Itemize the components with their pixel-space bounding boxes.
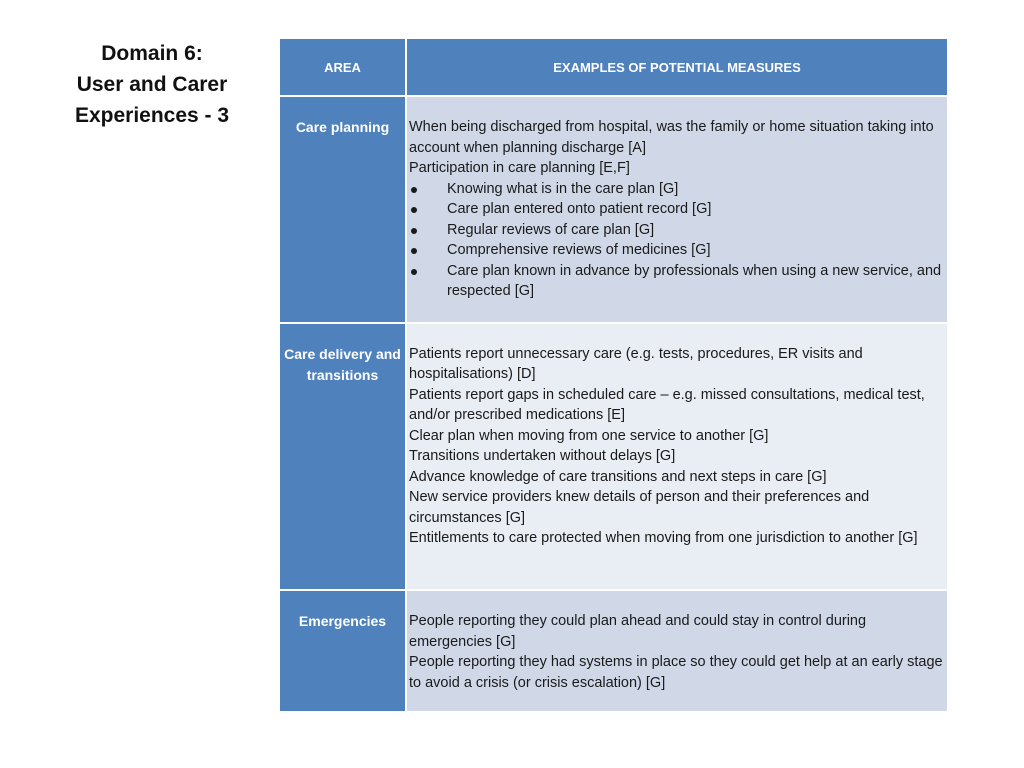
slide-title-line-1: Domain 6: — [101, 42, 203, 65]
measure-line: Clear plan when moving from one service to another [G] — [409, 427, 769, 444]
bullet-text: Regular reviews of care plan [G] — [447, 221, 655, 238]
slide-title-line-2: User and Carer — [76, 73, 228, 96]
measure-line: People reporting they had systems in place so they could get help at an early stage to avoid a crisis (or crisis escalation) [G] — [409, 654, 943, 691]
measure-line: Patients report gaps in scheduled care – e.g. missed consultations, medical test, and/or prescribed medications [E] — [409, 386, 925, 424]
bullet-text: Care plan known in advance by professionals when using a new service, and respected [G] — [447, 262, 942, 300]
measure-line: Transitions undertaken without delays [G] — [409, 448, 676, 465]
measures-cell-care-planning — [406, 96, 948, 322]
table-header-row — [279, 38, 948, 96]
area-cell-care-planning: Care planning — [279, 96, 406, 322]
measure-line: When being discharged from hospital, was the family or home situation taking into account when planning discharge [A] — [409, 119, 934, 156]
bullet-item — [409, 261, 947, 302]
measures-cell-emergencies — [406, 590, 948, 712]
measure-line: Participation in care planning [E,F] — [409, 160, 630, 177]
table-row-care-planning — [279, 96, 948, 322]
table-row-emergencies — [279, 590, 948, 712]
table-row-care-delivery — [279, 323, 948, 591]
bullet-dot-icon — [411, 248, 417, 254]
measure-line: Patients report unnecessary care (e.g. tests, procedures, ER visits and hospitalisations) [D] — [409, 345, 863, 383]
bullet-text: Comprehensive reviews of medicines [G] — [447, 242, 711, 259]
area-cell-care-delivery: Care delivery and transitions — [279, 323, 406, 591]
bullet-dot-icon — [411, 269, 417, 275]
care-plan-bullet-list — [409, 179, 947, 302]
measure-line: Entitlements to care protected when moving from one jurisdiction to another [G] — [409, 530, 918, 547]
measure-line: New service providers knew details of person and their preferences and circumstances [G] — [409, 489, 870, 526]
measures-column-header: EXAMPLES OF POTENTIAL MEASURES — [406, 38, 948, 96]
bullet-item — [409, 199, 947, 220]
bullet-dot-icon — [411, 228, 417, 234]
bullet-dot-icon — [411, 207, 417, 213]
bullet-item — [409, 220, 947, 241]
bullet-text: Knowing what is in the care plan [G] — [447, 180, 679, 197]
measure-line: People reporting they could plan ahead and could stay in control during emergencies [G] — [409, 613, 867, 650]
bullet-item — [409, 179, 947, 200]
slide-title — [60, 38, 244, 131]
measure-line: Advance knowledge of care transitions and next steps in care [G] — [409, 468, 827, 485]
measures-cell-care-delivery — [406, 323, 948, 591]
bullet-text: Care plan entered onto patient record [G] — [447, 201, 712, 218]
bullet-dot-icon — [411, 187, 417, 193]
bullet-item — [409, 240, 947, 261]
area-cell-emergencies: Emergencies — [279, 590, 406, 712]
area-column-header: AREA — [279, 38, 406, 96]
slide-title-line-3: Experiences - 3 — [74, 104, 230, 127]
measures-table — [278, 37, 949, 713]
